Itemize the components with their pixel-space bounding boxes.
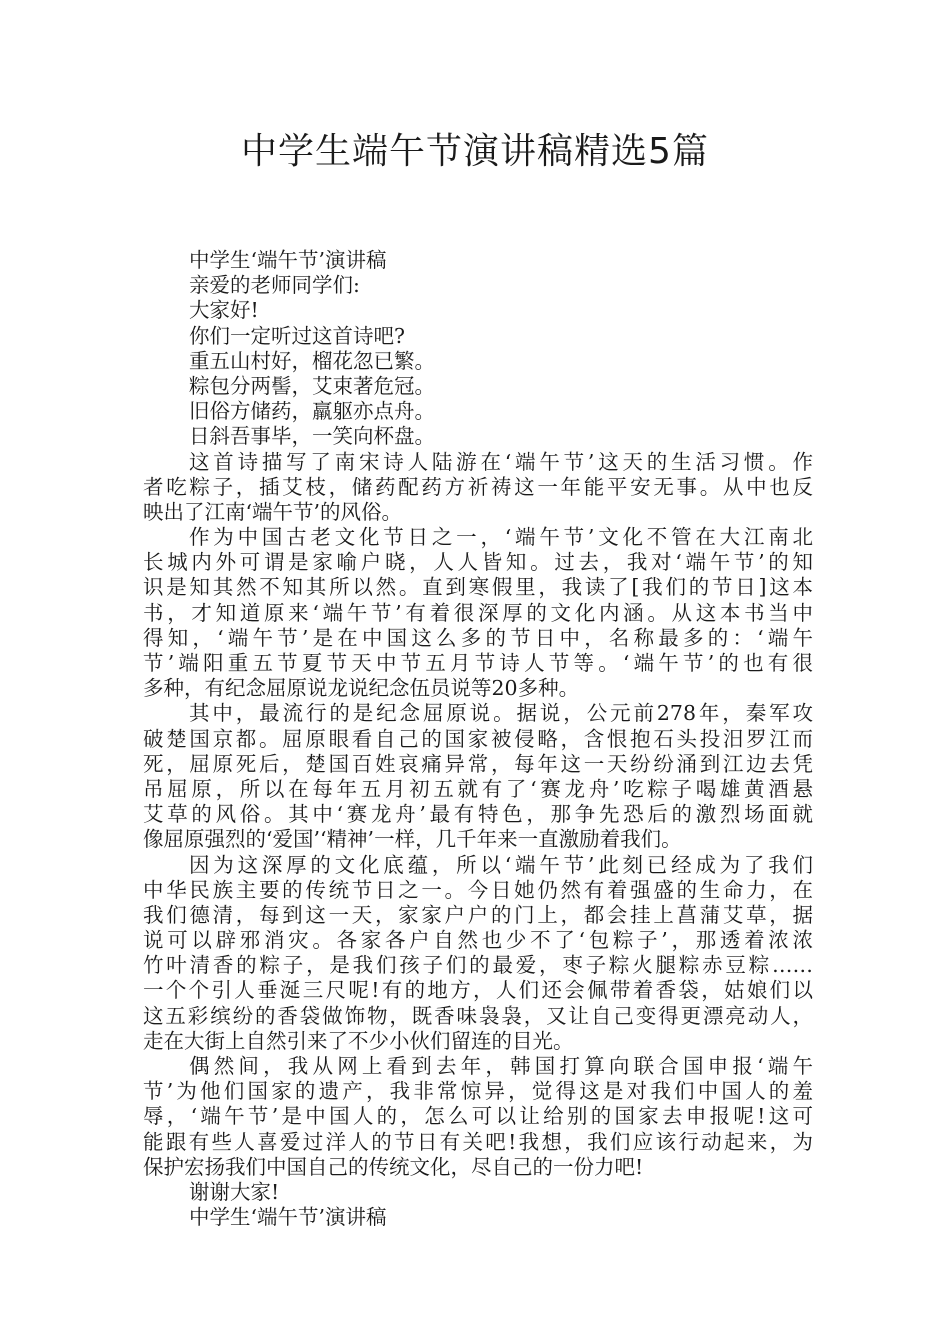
paragraph-line: 因为这深厚的文化底蕴，所以‘端午节’此刻已经成为了我们 [189, 852, 813, 877]
poem-line: 日斜吾事毕，一笑向杯盘。 [189, 424, 435, 449]
paragraph-line: 辱，‘端午节’是中国人的，怎么可以让给别的国家去申报呢!这可 [143, 1104, 813, 1129]
paragraph-line: 艾草的风俗。其中‘赛龙舟’最有特色，那争先恐后的激烈场面就 [143, 802, 813, 827]
paragraph-festival-culture [143, 525, 813, 701]
paragraph-line: 作为中国古老文化节日之一，‘端午节’文化不管在大江南北 [189, 525, 813, 550]
paragraph-poem-description [143, 450, 813, 526]
paragraph-line: 多种，有纪念屈原说龙说纪念伍员说等20多种。 [143, 676, 580, 701]
paragraph-line: 能跟有些人喜爱过洋人的节日有关吧!我想，我们应该行动起来，为 [143, 1129, 813, 1154]
greeting-line: 亲爱的老师同学们: [189, 273, 360, 298]
paragraph-line: 保护宏扬我们中国自己的传统文化，尽自己的一份力吧! [143, 1154, 644, 1179]
next-speech-heading: 中学生‘端午节’演讲稿 [189, 1205, 387, 1230]
paragraph-line: 走在大街上自然引来了不少小伙们留连的目光。 [143, 1028, 574, 1053]
paragraph-line: 长城内外可谓是家喻户晓，人人皆知。过去，我对‘端午节’的知 [143, 550, 813, 575]
paragraph-line: 竹叶清香的粽子，是我们孩子们的最爱，枣子粽火腿粽赤豆粽…… [143, 953, 813, 978]
paragraph-line: 死，屈原死后，楚国百姓哀痛异常，每年这一天纷纷涌到江边去凭 [143, 751, 813, 776]
closing-line: 谢谢大家! [189, 1179, 280, 1204]
poem-line: 旧俗方储药，羸躯亦点舟。 [189, 399, 435, 424]
paragraph-line: 这五彩缤纷的香袋做饰物，既香味袅袅，又让自己变得更漂亮动人， [143, 1003, 813, 1028]
paragraph-line: 书，才知道原来‘端午节’有着很深厚的文化内涵。从这本书当中 [143, 600, 813, 625]
question-line: 你们一定听过这首诗吧? [189, 323, 405, 348]
paragraph-line: 其中，最流行的是纪念屈原说。据说，公元前278年，秦军攻 [189, 701, 813, 726]
paragraph-line: 识是知其然不知其所以然。直到寒假里，我读了[我们的节日]这本 [143, 575, 813, 600]
paragraph-line: 说可以辟邪消灾。各家各户自然也少不了‘包粽子’，那透着浓浓 [143, 928, 813, 953]
paragraph-line: 偶然间，我从网上看到去年，韩国打算向联合国申报‘端午 [189, 1054, 813, 1078]
paragraph-line: 我们德清，每到这一天，家家户户的门上，都会挂上菖蒲艾草，据 [143, 902, 813, 927]
paragraph-qu-yuan [143, 701, 813, 852]
speech-body [143, 248, 813, 1230]
poem-line: 粽包分两髻，艾束著危冠。 [189, 373, 435, 398]
paragraph-traditions [143, 853, 813, 1055]
paragraph-line: 映出了江南‘端午节’的风俗。 [143, 499, 403, 524]
speech-heading: 中学生‘端午节’演讲稿 [189, 248, 387, 272]
paragraph-line: 吊屈原，所以在每年五月初五就有了‘赛龙舟’吃粽子喝雄黄酒悬 [143, 776, 813, 801]
paragraph-line: 一个个引人垂涎三尺呢!有的地方，人们还会佩带着香袋，姑娘们以 [143, 978, 813, 1003]
paragraph-heritage [143, 1054, 813, 1180]
paragraph-line: 这首诗描写了南宋诗人陆游在‘端午节’这天的生活习惯。作 [189, 449, 813, 474]
paragraph-line: 像屈原强烈的‘爱国’‘精神’一样，几千年来一直激励着我们。 [143, 827, 682, 852]
paragraph-line: 破楚国京都。屈原眼看自己的国家被侵略，含恨抱石头投汨罗江而 [143, 726, 813, 751]
document-title: 中学生端午节演讲稿精选5篇 [241, 131, 709, 172]
paragraph-line: 节’为他们国家的遗产，我非常惊异，觉得这是对我们中国人的羞 [143, 1079, 813, 1104]
paragraph-line: 节’端阳重五节夏节天中节五月节诗人节等。‘端午节’的也有很 [143, 651, 813, 675]
paragraph-line: 中华民族主要的传统节日之一。今日她仍然有着强盛的生命力，在 [143, 877, 813, 902]
hello-line: 大家好! [189, 298, 259, 323]
paragraph-line: 者吃粽子，插艾枝，储药配药方祈祷这一年能平安无事。从中也反 [143, 474, 813, 499]
poem-line: 重五山村好，榴花忽已繁。 [189, 348, 435, 373]
paragraph-line: 得知，‘端午节’是在中国这么多的节日中，名称最多的：‘端午 [143, 625, 813, 650]
